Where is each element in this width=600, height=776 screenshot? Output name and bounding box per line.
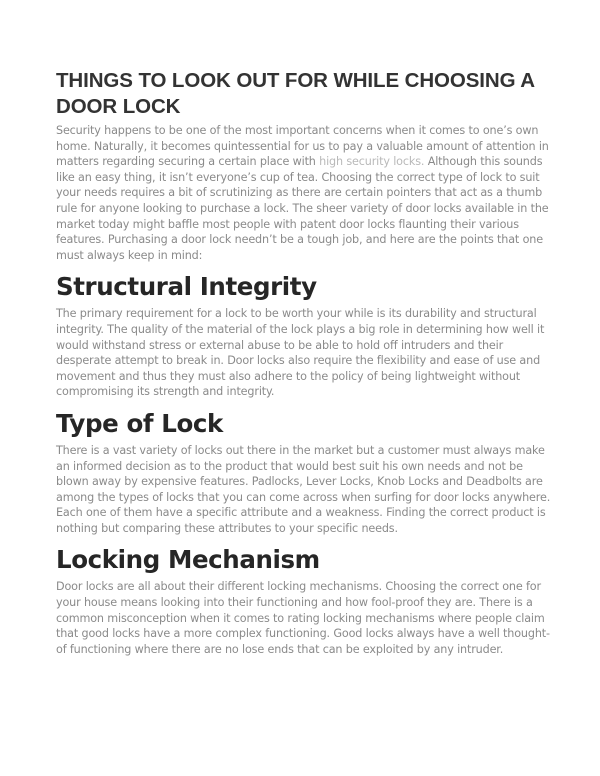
- intro-text-before-link: Security happens to be one of the most important concerns when it comes to one’s own home. Naturally, it becomes quintessential for us to pay a valuable amount of attention in matters regarding securing a certain place with: [56, 124, 549, 169]
- section-heading-locking-mechanism: Locking Mechanism: [56, 545, 320, 575]
- section-body-structural-integrity: The primary requirement for a lock to be worth your while is its durability and structural integrity. The quality of the material of the lock plays a big role in determining how well it would withstand stress or external abuse to be able to hold off intruders and their desperate attempt to break in. Door locks also require the flexibility and ease of use and movement and thus they must also adhere to the policy of being lightweight without compromising its strength and integrity.: [56, 307, 545, 399]
- intro-paragraph: [56, 123, 556, 263]
- section-heading-structural-integrity: Structural Integrity: [56, 272, 317, 302]
- section-heading-type-of-lock: Type of Lock: [56, 408, 223, 438]
- high-security-locks-link[interactable]: high security locks.: [319, 155, 425, 169]
- intro-text-after-link: Although this sounds like an easy thing, it isn’t everyone’s cup of tea. Choosing the correct type of lock to suit your needs requires a bit of scrutinizing as there are certain pointers that act as a thumb rule for anyone looking to purchase a lock. The sheer variety of door locks available in the market today might baffle most people with patent door locks flaunting their various features. Purchasing a door lock needn’t be a tough job, and here are the points that one must always keep in mind:: [56, 155, 549, 262]
- section-body-type-of-lock: There is a vast variety of locks out there in the market but a customer must always make an informed decision as to the product that would best suit his own needs and not be blown away by expensive features. Padlocks, Lever Locks, Knob Locks and Deadbolts are among the types of locks that you can come across when surfing for door locks anywhere. Each one of them have a specific attribute and a weakness. Finding the correct product is nothing but comparing these attributes to your specific needs.: [56, 443, 551, 535]
- page-title: THINGS TO LOOK OUT FOR WHILE CHOOSING A DOOR LOCK: [56, 69, 535, 118]
- document-page: [56, 68, 556, 657]
- section-body-locking-mechanism: Door locks are all about their different locking mechanisms. Choosing the correct one for your house means looking into their functioning and how fool-proof they are. There is a common misconception when it comes to rating locking mechanisms where people claim that good locks have a more complex functioning. Good locks always have a well thought-of functioning where there are no lose ends that can be exploited by any intruder.: [56, 580, 550, 656]
